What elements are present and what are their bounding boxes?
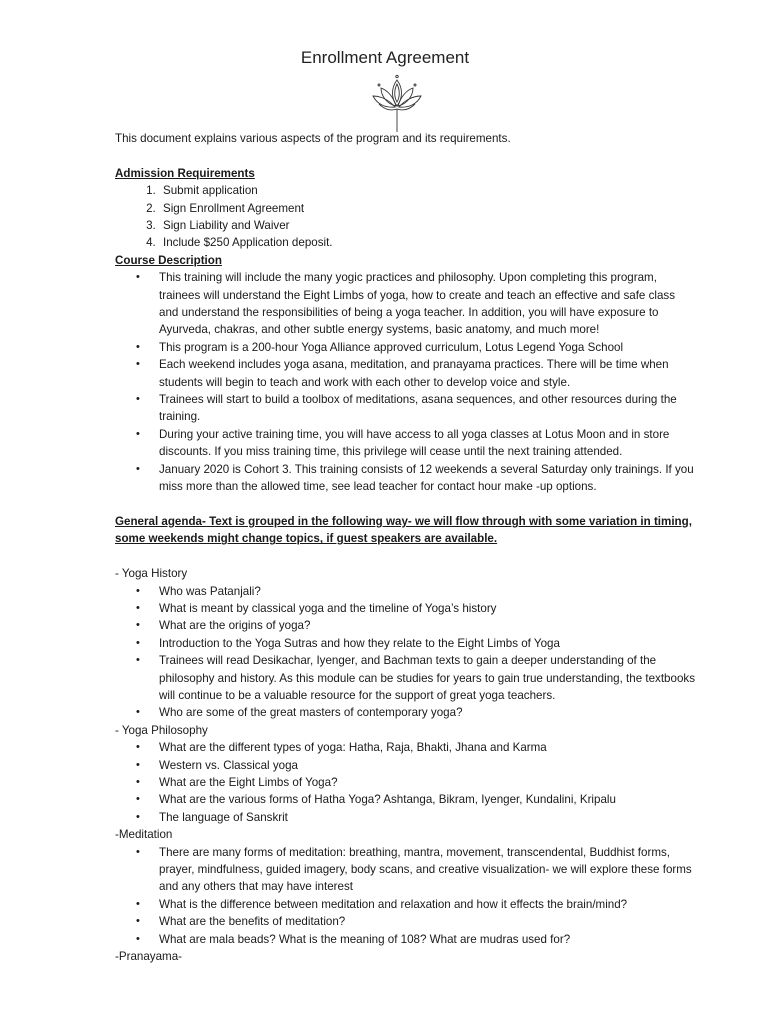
meditation-list bbox=[115, 844, 695, 948]
list-item: 3. Sign Liability and Waiver bbox=[159, 217, 695, 234]
document-body bbox=[115, 130, 695, 965]
list-item: • What are the origins of yoga? bbox=[159, 617, 695, 634]
list-item: 2. Sign Enrollment Agreement bbox=[159, 200, 695, 217]
list-item: • Who was Patanjali? bbox=[159, 583, 695, 600]
document-title: Enrollment Agreement bbox=[300, 48, 470, 67]
list-item: 1. Submit application bbox=[159, 182, 695, 199]
history-list bbox=[115, 583, 695, 722]
intro-text: This document explains various aspects of the program and its requirements. bbox=[115, 132, 511, 145]
admission-heading: Admission Requirements bbox=[115, 166, 255, 180]
list-item: • What are the various forms of Hatha Yoga? Ashtanga, Bikram, Iyenger, Kundalini, Kripalu bbox=[159, 791, 695, 808]
section-title-philosophy: - Yoga Philosophy bbox=[115, 723, 208, 737]
list-item: • What are mala beads? What is the meaning of 108? What are mudras used for? bbox=[159, 931, 695, 948]
list-item: • This program is a 200-hour Yoga Alliance approved curriculum, Lotus Legend Yoga School bbox=[159, 339, 695, 356]
list-item: • Each weekend includes yoga asana, meditation, and pranayama practices. There will be time when students will begin to teach and work with each other to develop voice and style. bbox=[159, 356, 695, 391]
list-item: • Introduction to the Yoga Sutras and how they relate to the Eight Limbs of Yoga bbox=[159, 635, 695, 652]
lotus-icon bbox=[369, 74, 425, 132]
agenda-heading: General agenda- Text is grouped in the following way- we will flow through with some variation in timing, some weekends might change topics, if guest speakers are available. bbox=[115, 514, 692, 546]
philosophy-list bbox=[115, 739, 695, 826]
list-item: • This training will include the many yogic practices and philosophy. Upon completing this program, trainees will understand the Eight Limbs of yoga, how to create and teach an effective and safe class and understand the responsibilities of being a yoga teacher. In addition, you will have exposure to Ayurveda, chakras, and other subtle energy systems, basic anatomy, and much more! bbox=[159, 269, 695, 339]
list-item: • What are the benefits of meditation? bbox=[159, 913, 695, 930]
list-item: 4. Include $250 Application deposit. bbox=[159, 234, 695, 251]
list-item: • Trainees will read Desikachar, Iyenger, and Bachman texts to gain a deeper understanding of the philosophy and history. As this module can be studies for years to gain true understanding, the textbooks will continue to be a valuable resource for the support of great yoga teachers. bbox=[159, 652, 695, 704]
list-item: • Who are some of the great masters of contemporary yoga? bbox=[159, 704, 695, 721]
list-item: • Trainees will start to build a toolbox of meditations, asana sequences, and other resources during the training. bbox=[159, 391, 695, 426]
list-item: • The language of Sanskrit bbox=[159, 809, 695, 826]
list-item: • There are many forms of meditation: breathing, mantra, movement, transcendental, Buddhist forms, prayer, mindfulness, guided imagery, body scans, and creative visualization- we will explore these forms and any others that may have interest bbox=[159, 844, 695, 896]
list-item: • What are the Eight Limbs of Yoga? bbox=[159, 774, 695, 791]
list-item: • What are the different types of yoga: Hatha, Raja, Bhakti, Jhana and Karma bbox=[159, 739, 695, 756]
admission-list bbox=[115, 182, 695, 252]
section-title-meditation: -Meditation bbox=[115, 828, 173, 842]
section-title-pranayama: -Pranayama- bbox=[115, 950, 183, 964]
list-item: • Western vs. Classical yoga bbox=[159, 757, 695, 774]
course-list bbox=[115, 269, 695, 495]
section-title-history: - Yoga History bbox=[115, 567, 188, 581]
list-item: • What is the difference between meditation and relaxation and how it effects the brain/mind? bbox=[159, 896, 695, 913]
list-item: • January 2020 is Cohort 3. This training consists of 12 weekends a several Saturday only trainings. If you miss more than the allowed time, see lead teacher for contact hour make -up options. bbox=[159, 461, 695, 496]
course-heading: Course Description bbox=[115, 253, 222, 267]
list-item: • During your active training time, you will have access to all yoga classes at Lotus Moon and in store discounts. If you miss training time, this privilege will cease until the next training attended. bbox=[159, 426, 695, 461]
list-item: • What is meant by classical yoga and the timeline of Yoga’s history bbox=[159, 600, 695, 617]
